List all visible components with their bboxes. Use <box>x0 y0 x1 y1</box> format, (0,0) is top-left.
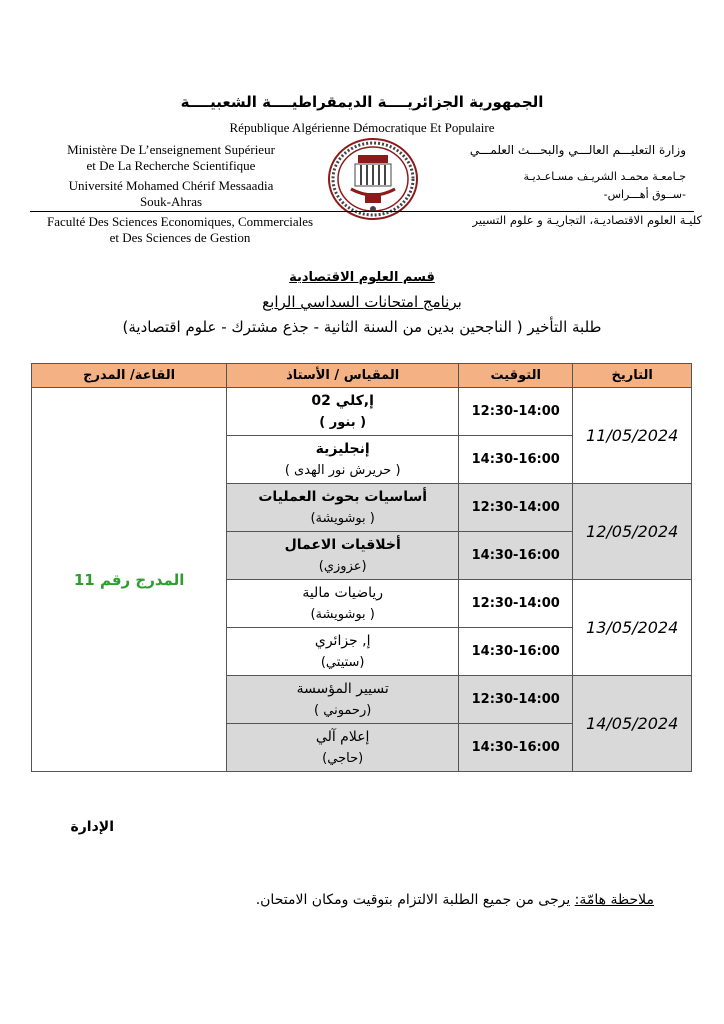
time-cell: 14:30-16:00 <box>459 532 573 580</box>
subject-name: إ, جزائري <box>314 632 371 649</box>
time-cell: 14:30-16:00 <box>459 628 573 676</box>
teacher-name: (عزوزي) <box>318 558 367 574</box>
subject-cell <box>227 628 459 676</box>
french-university <box>26 178 316 210</box>
date-cell: 12/05/2024 <box>573 484 692 580</box>
subject-cell <box>227 388 459 436</box>
french-ministry-line-2: et De La Recherche Scientifique <box>86 158 256 173</box>
date-cell: 14/05/2024 <box>573 676 692 772</box>
subject-cell <box>227 436 459 484</box>
time-cell: 14:30-16:00 <box>459 724 573 772</box>
teacher-name: (ستيتي) <box>320 654 365 670</box>
subject-name: إعلام آلي <box>315 728 370 745</box>
column-header-time: التوقيت <box>459 364 573 388</box>
subject-name: إنجليزية <box>315 440 370 457</box>
arabic-university-line-1: جـامعـة محمـد الشريـف مسـاعـديـة <box>523 170 686 183</box>
column-header-room: القاعة/ المدرج <box>32 364 227 388</box>
table-row <box>32 388 692 436</box>
administration-label: الإدارة <box>70 819 114 835</box>
teacher-name: ( بوشويشة) <box>310 510 375 526</box>
french-university-line-2: Souk-Ahras <box>139 194 203 209</box>
subject-name: إ,كلي 02 <box>311 392 374 409</box>
teacher-name: ( حريرش نور الهدى ) <box>284 462 401 478</box>
teacher-name: (رحموني ) <box>314 702 372 718</box>
subject-cell <box>227 724 459 772</box>
teacher-name: (حاجي) <box>322 750 364 766</box>
table-header-row <box>32 364 692 388</box>
header-divider <box>30 211 694 212</box>
time-cell: 14:30-16:00 <box>459 436 573 484</box>
time-cell: 12:30-14:00 <box>459 580 573 628</box>
date-cell: 13/05/2024 <box>573 580 692 676</box>
subject-name: أساسيات بحوث العمليات <box>258 488 428 505</box>
arabic-faculty: كليـة العلوم الاقتصاديـة، التجاريـة و علوم التسيير <box>472 213 702 227</box>
important-note <box>256 892 654 908</box>
french-faculty-line-2: et Des Sciences de Gestion <box>109 230 251 245</box>
subject-cell <box>227 532 459 580</box>
teacher-name: ( بنور ) <box>319 414 367 430</box>
subject-cell <box>227 676 459 724</box>
exam-schedule-table <box>31 363 692 772</box>
teacher-name: ( بوشويشة) <box>310 606 375 622</box>
french-faculty <box>20 214 340 246</box>
university-seal-icon <box>325 137 421 221</box>
subject-cell <box>227 484 459 532</box>
french-republic-title: République Algérienne Démocratique Et Populaire <box>229 120 495 135</box>
column-header-date: التاريخ <box>573 364 692 388</box>
time-cell: 12:30-14:00 <box>459 388 573 436</box>
students-subtitle: طلبة التأخير ( الناجحين بدين من السنة الثانية - جذع مشترك - علوم اقتصادية) <box>122 318 602 336</box>
date-cell: 11/05/2024 <box>573 388 692 484</box>
arabic-ministry: وزارة التعليـــم العالـــي والبحـــث العلمـــي <box>469 143 686 157</box>
arabic-university-line-2: -ســوق أهـــراس- <box>603 188 686 201</box>
arabic-republic-title: الجمهورية الجزائريــــة الديمقراطيــــة الشعبيــــة <box>180 93 544 111</box>
subject-name: تسيير المؤسسة <box>296 680 389 697</box>
time-cell: 12:30-14:00 <box>459 484 573 532</box>
french-ministry-line-1: Ministère De L’enseignement Supérieur <box>67 142 275 157</box>
time-cell: 12:30-14:00 <box>459 676 573 724</box>
room-cell <box>32 388 227 772</box>
column-header-subject: المقياس / الأستاذ <box>227 364 459 388</box>
subject-name: رياضيات مالية <box>302 584 384 601</box>
french-faculty-line-1: Faculté Des Sciences Economiques, Commerciales <box>46 214 314 229</box>
program-title: برنامج امتحانات السداسي الرابع <box>262 293 462 311</box>
subject-name: أخلاقيات الاعمال <box>284 536 401 553</box>
french-ministry <box>26 142 316 174</box>
department-title: قسم العلوم الاقتصادية <box>289 270 435 285</box>
note-text: يرجى من جميع الطلبة الالتزام بتوقيت ومكان الامتحان. <box>255 892 575 908</box>
subject-cell <box>227 580 459 628</box>
room-label: المدرج رقم 11 <box>73 571 185 589</box>
french-university-line-1: Université Mohamed Chérif Messaadia <box>68 178 274 193</box>
arabic-university <box>426 168 686 204</box>
note-label: ملاحظة هامّة: <box>574 892 654 908</box>
